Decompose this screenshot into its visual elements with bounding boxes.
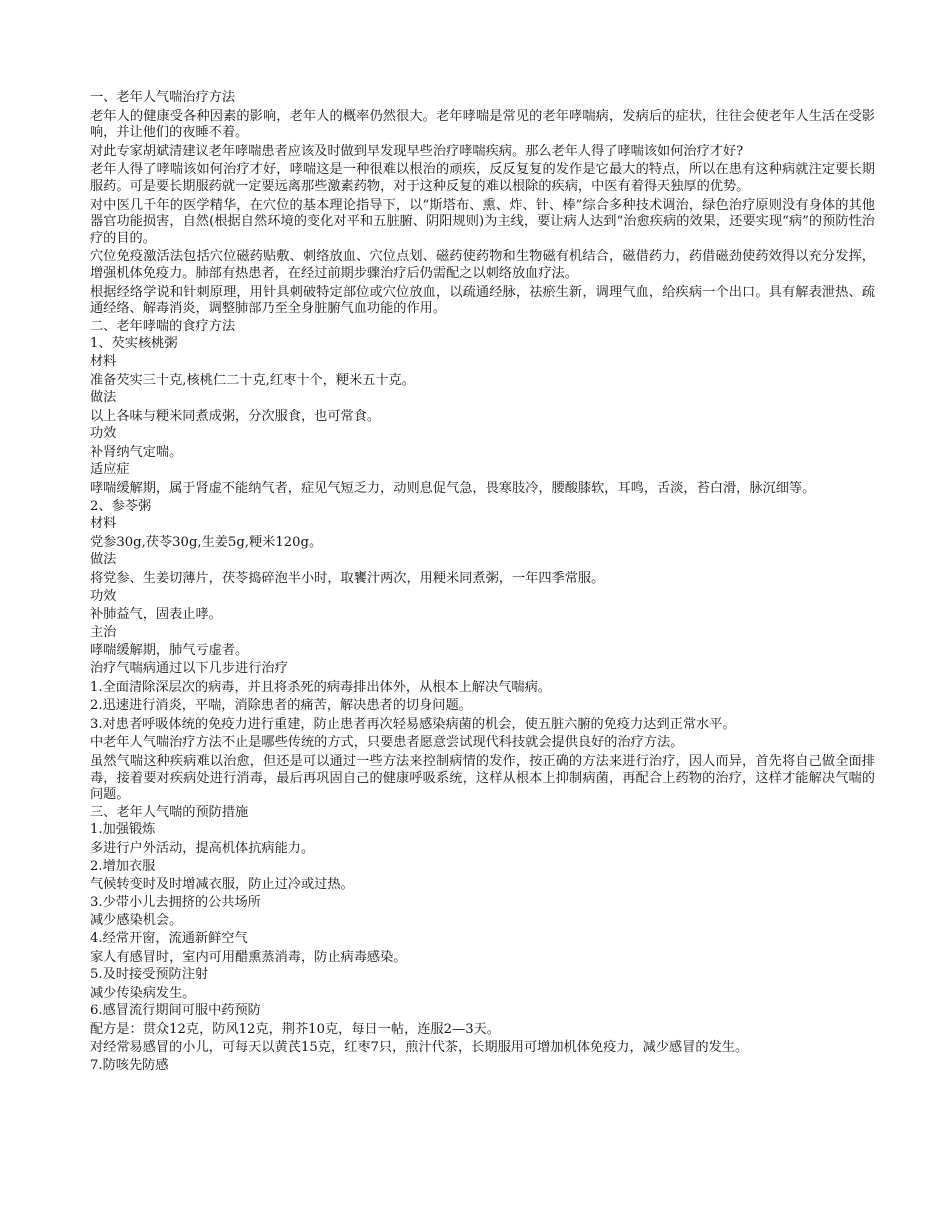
paragraph: 家人有感冒时，室内可用醋熏蒸消毒，防止病毒感染。: [90, 949, 407, 965]
section-heading: 功效: [90, 588, 117, 604]
section-heading: 7.防咳先防感: [90, 1058, 169, 1074]
section-heading: 材料: [90, 353, 117, 369]
paragraph: 减少感染机会。: [90, 913, 183, 929]
document-body: [90, 89, 875, 1075]
paragraph: 气候转变时及时增减衣服，防止过冷或过热。: [90, 877, 354, 893]
paragraph: 对经常易感冒的小儿，可每天以黄芪15克，红枣7只，煎汁代茶，长期服用可增加机体免疫力，减少感冒的发生。: [90, 1040, 749, 1056]
section-heading: 三、老年人气喘的预防措施: [90, 804, 249, 820]
section-heading: 2、参苓粥: [90, 498, 152, 514]
paragraph: 2.迅速进行消炎，平喘，消除患者的痛苦，解决患者的切身问题。: [90, 698, 472, 714]
paragraph: 将党参、生姜切薄片，茯苓捣碎泡半小时，取饔汁两次，用粳米同煮粥，一年四季常服。: [90, 571, 605, 587]
paragraph: 以上各味与粳米同煮成粥，分次服食，也可常食。: [90, 408, 381, 424]
paragraph: 老年人得了哮喘该如何治疗才好，哮喘这是一种很难以根治的顽疾，反反复复的发作是它最大的特点，所以在患有这种病就注定要长期服药。可是要长期服药就一定要远离那些激素药物，对于这种反复的难以根除的疾病，中医有着得天独厚的优势。: [90, 162, 875, 194]
section-heading: 4.经常开窗，流通新鲜空气: [90, 930, 248, 946]
paragraph: 配方是：贯众12克，防风12克，荆芥10克，每日一帖，连服2—3天。: [90, 1021, 500, 1037]
paragraph: 多进行户外活动，提高机体抗病能力。: [90, 840, 315, 856]
section-heading: 6.感冒流行期间可服中药预防: [90, 1003, 261, 1019]
paragraph: 1.全面清除深层次的病毒，并且将杀死的病毒排出体外，从根本上解决气喘病。: [90, 679, 551, 695]
paragraph: 对此专家胡斌清建议老年哮喘患者应该及时做到早发现早些治疗哮喘疾病。那么老年人得了哮喘该如何治疗才好?: [90, 143, 744, 159]
paragraph: 补肺益气，固表止哮。: [90, 607, 222, 623]
section-heading: 材料: [90, 516, 117, 532]
section-heading: 做法: [90, 390, 117, 406]
paragraph: 补肾纳气定喘。: [90, 444, 183, 460]
paragraph: 哮喘缓解期，属于肾虚不能纳气者，症见气短乏力，动则息促气急，畏寒肢冷，腰酸膝软，耳鸣，舌淡，苔白滑，脉沉细等。: [90, 481, 816, 497]
section-heading: 适应症: [90, 462, 130, 478]
section-heading: 2.增加衣服: [90, 858, 156, 874]
section-heading: 治疗气喘病通过以下几步进行治疗: [90, 661, 288, 676]
paragraph: 对中医几千年的医学精华，在穴位的基本理论指导下，以“斯塔布、熏、炸、针、棒”综合多种技术调治，绿色治疗原则没有身体的其他器官功能损害，自然(根据自然环境的变化对平和五脏腑、阴阳规则)为主线，要让病人达到“治愈疾病的效果，还要实现“病”的预防性治疗的目的。: [90, 197, 875, 246]
paragraph: 老年人的健康受各种因素的影响，老年人的概率仍然很大。老年哮喘是常见的老年哮喘病，发病后的症状，往往会使老年人生活在受影响，并让他们的夜睡不着。: [90, 108, 875, 141]
paragraph: 穴位免疫激活法包括穴位磁药贴敷、刺络放血、穴位点划、磁药使药物和生物磁有机结合，磁借药力，药借磁劲使药效得以充分发挥，增强机体免疫力。肺部有热患者，在经过前期步骤治疗后仍需配之以刺络放血疗法。: [90, 249, 875, 281]
section-heading: 主治: [90, 624, 117, 640]
paragraph: 党参30g,茯苓30g,生姜5g,粳米120g。: [90, 534, 323, 550]
paragraph: 准备芡实三十克,核桃仁二十克,红枣十个，粳米五十克。: [90, 372, 415, 388]
section-heading: 1、芡实核桃粥: [90, 336, 178, 352]
section-heading: 做法: [90, 552, 117, 568]
paragraph: 中老年人气喘治疗方法不止是哪些传统的方式，只要患者愿意尝试现代科技就会提供良好的治疗方法。: [90, 735, 684, 751]
paragraph: 根据经络学说和针刺原理，用针具刺破特定部位或穴位放血，以疏通经脉，祛瘀生新，调理气血，给疾病一个出口。具有解表泄热、疏通经络、解毒消炎，调整肺部乃至全身脏腑气血功能的作用。: [90, 284, 875, 317]
section-heading: 一、老年人气喘治疗方法: [90, 90, 236, 105]
section-heading: 1.加强锻炼: [90, 822, 156, 838]
section-heading: 功效: [90, 426, 117, 442]
section-heading: 3.少带小儿去拥挤的公共场所: [90, 894, 261, 910]
section-heading: 二、老年哮喘的食疗方法: [90, 318, 236, 334]
section-heading: 5.及时接受预防注射: [90, 967, 209, 983]
paragraph: 3.对患者呼吸体统的免疫力进行重建，防止患者再次轻易感染病菌的机会，使五脏六腑的免疫力达到正常水平。: [90, 716, 736, 732]
paragraph: 哮喘缓解期，肺气亏虚者。: [90, 643, 249, 659]
paragraph: 减少传染病发生。: [90, 985, 196, 1001]
paragraph: 虽然气喘这种疾病难以治愈，但还是可以通过一些方法来控制病情的发作，按正确的方法来进行治疗，因人而异，首先将自己做全面排毒，接着要对疾病处进行消毒，最后再巩固自己的健康呼吸系统，这样从根本上抑制病菌，再配合上药物的治疗，这样才能解决气喘的问题。: [90, 753, 875, 803]
